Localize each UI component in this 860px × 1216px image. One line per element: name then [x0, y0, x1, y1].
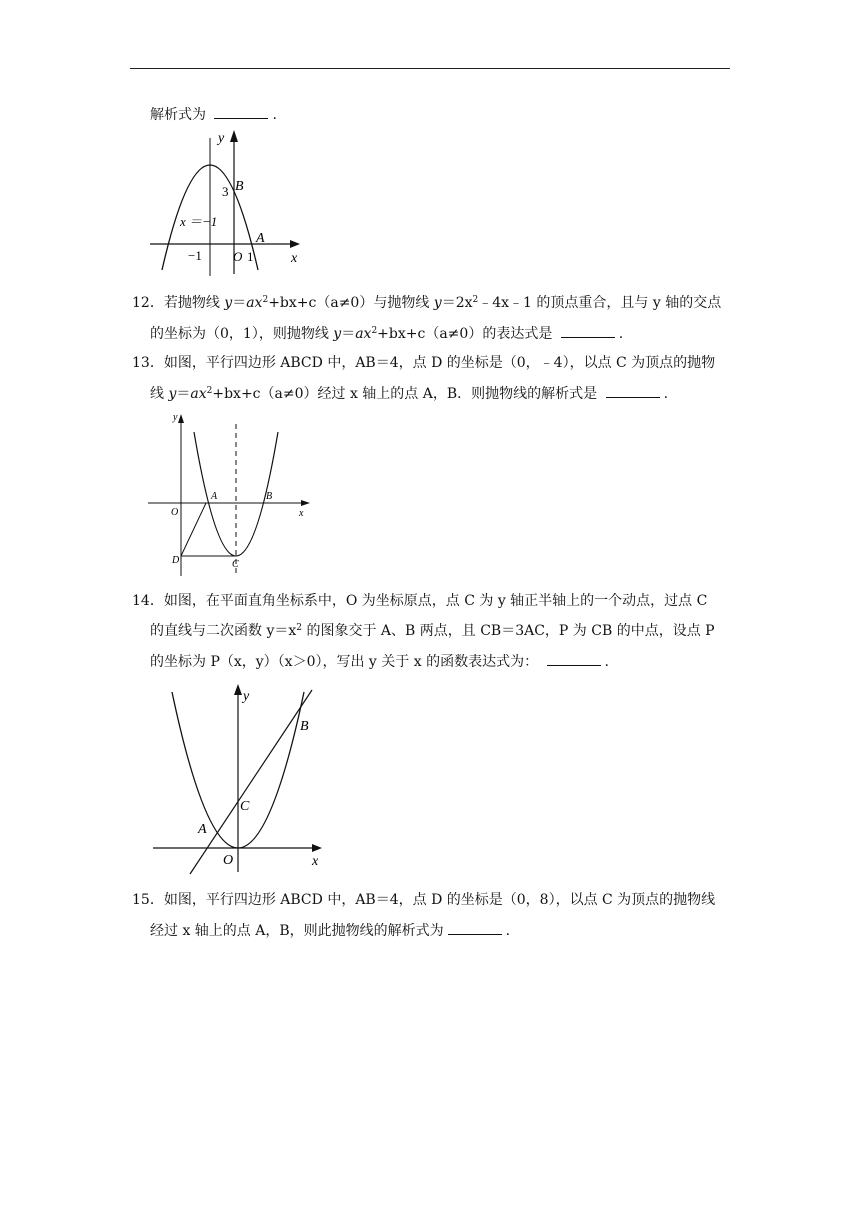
q15-line-1 — [132, 890, 715, 910]
tick-neg1-label: −1 — [188, 248, 202, 263]
x-axis-label: x — [291, 251, 298, 266]
q14-text: 的图象交于 A、B 两点，且 CB＝3AC，P 为 CB 的中点，设点 P — [302, 623, 715, 639]
q14-line-1 — [132, 591, 707, 611]
point-a-label: A — [256, 231, 265, 246]
q12-text: 的坐标为（0，1），则抛物线 — [150, 326, 334, 342]
answer-blank[interactable] — [448, 920, 502, 935]
axis-equation-label: x ＝−1 — [180, 214, 218, 229]
q12-line-1 — [132, 293, 721, 313]
q13-var: ax — [190, 386, 207, 402]
origin-label: O — [233, 249, 243, 264]
q12-var: ax — [355, 326, 372, 342]
y-axis-label: y — [173, 412, 178, 423]
y-axis-arrow-icon — [234, 684, 242, 695]
q15-text: 如图，平行四边形 ABCD 中，AB＝4，点 D 的坐标是（0，8），以点 C 为顶点的抛物线 — [163, 892, 716, 908]
point-c-label: C — [232, 559, 239, 570]
q11-text: 解析式为 — [150, 107, 206, 123]
point-a-label: A — [211, 491, 218, 502]
question-number: 13． — [132, 355, 164, 371]
q15-line-2 — [150, 920, 510, 941]
segment-da — [181, 503, 206, 556]
x-axis-arrow-icon — [290, 240, 300, 248]
point-d-label: D — [172, 555, 180, 566]
q14-line-2 — [150, 621, 715, 641]
q13-text: +bx+c（a≠0）经过 x 轴上的点 A，B．则抛物线的解析式是 — [212, 386, 598, 402]
q14-text: 的坐标为 P（x，y）（x＞0），写出 y 关于 x 的函数表达式为： — [150, 654, 539, 670]
exponent: 2 — [296, 623, 302, 633]
q14-end: . — [604, 654, 609, 670]
q15-text: 经过 x 轴上的点 A，B，则此抛物线的解析式为 — [150, 923, 444, 939]
q12-text: ＝2x — [441, 295, 473, 311]
question-number: 12． — [132, 295, 164, 311]
exponent: 2 — [371, 326, 378, 336]
q13-line-2 — [150, 383, 668, 404]
q12-text: +bx+c（a≠0）与抛物线 — [268, 295, 434, 311]
exponent: 2 — [206, 386, 213, 396]
q12-text: 若抛物线 — [163, 295, 225, 311]
q14-line-3 — [150, 651, 609, 672]
figure-11 — [140, 128, 310, 278]
question-number: 14． — [132, 593, 164, 609]
figure-13 — [160, 410, 320, 580]
q11-end: . — [272, 107, 277, 123]
point-b-label: B — [235, 179, 244, 194]
x-axis-label: x — [299, 508, 304, 519]
answer-blank[interactable] — [606, 383, 660, 398]
point-a-label: A — [198, 822, 207, 837]
x-axis-arrow-icon — [301, 500, 310, 506]
q13-var: y — [168, 386, 177, 402]
tick-1-label: 1 — [247, 249, 254, 264]
q14-text: 如图，在平面直角坐标系中，O 为坐标原点，点 C 为 y 轴正半轴上的一个动点，过点 C — [163, 593, 708, 609]
q13-end: . — [663, 386, 669, 402]
q13-text: 如图，平行四边形 ABCD 中，AB＝4，点 D 的坐标是（0，﹣4），以点 C 为顶点的抛物 — [163, 355, 716, 371]
exponent: 2 — [472, 295, 479, 305]
point-c-label: C — [240, 799, 250, 814]
y-axis-arrow-icon — [230, 130, 238, 142]
y-axis-arrow-icon — [178, 414, 184, 423]
q13-text: 线 — [150, 386, 169, 402]
q11-tail — [150, 104, 277, 125]
header-rule — [130, 68, 730, 69]
y-intercept-label: 3 — [222, 184, 229, 199]
q12-var: ax — [246, 295, 263, 311]
secant-line — [190, 690, 312, 874]
answer-blank[interactable] — [561, 323, 615, 338]
origin-label: O — [223, 853, 234, 868]
q12-var: y — [224, 295, 233, 311]
q15-end: . — [505, 923, 511, 939]
origin-label: O — [171, 507, 179, 518]
exponent: 2 — [262, 295, 269, 305]
q13-line-1 — [132, 353, 715, 373]
point-b-label: B — [266, 491, 273, 502]
q12-line-2 — [150, 323, 623, 344]
answer-blank[interactable] — [214, 104, 268, 119]
question-number: 15． — [132, 892, 164, 908]
figure-14 — [150, 680, 330, 875]
q12-text: ＝ — [341, 326, 356, 342]
q13-text: ＝ — [176, 386, 191, 402]
q14-text: 的直线与二次函数 y＝x — [150, 623, 297, 639]
q12-end: . — [618, 326, 624, 342]
y-axis-label: y — [218, 131, 225, 146]
q12-var: y — [333, 326, 342, 342]
q12-var: y — [433, 295, 442, 311]
x-axis-label: x — [312, 854, 319, 869]
q12-text: ﹣4x﹣1 的顶点重合，且与 y 轴的交点 — [478, 295, 722, 311]
q12-text: ＝ — [232, 295, 247, 311]
answer-blank[interactable] — [547, 651, 601, 666]
x-axis-arrow-icon — [312, 844, 322, 852]
point-b-label: B — [300, 719, 309, 734]
y-axis-label: y — [243, 689, 250, 704]
q12-text: +bx+c（a≠0）的表达式是 — [377, 326, 553, 342]
